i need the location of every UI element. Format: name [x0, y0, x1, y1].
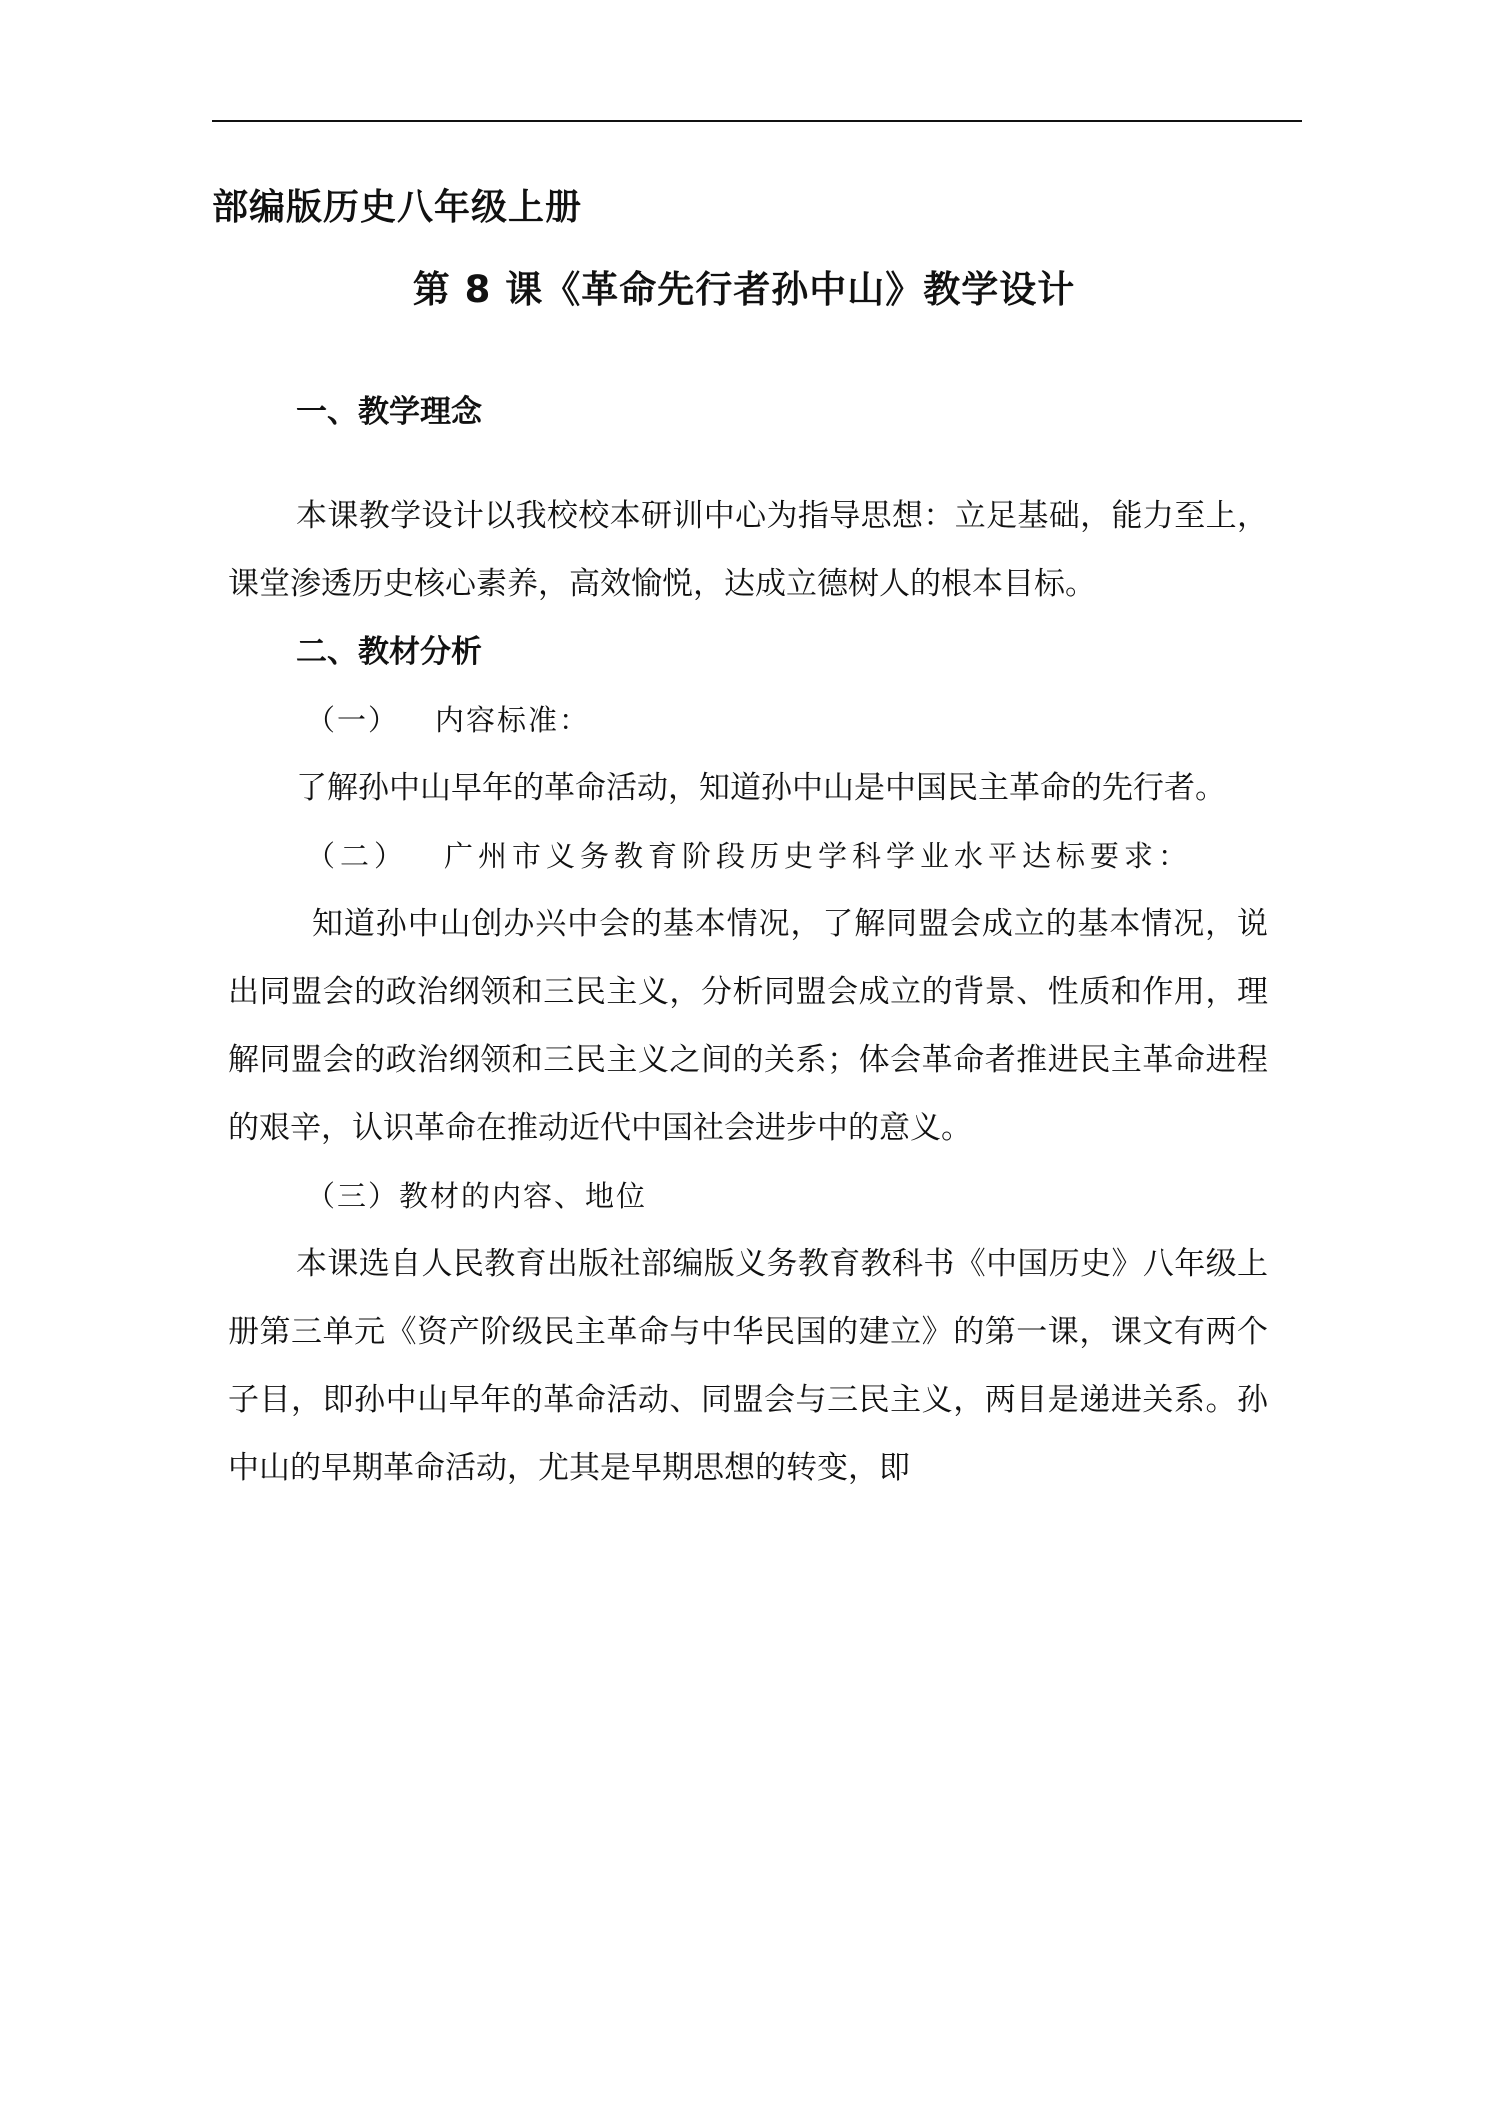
section-heading-teaching-philosophy: 一、教学理念 [296, 394, 482, 430]
document-series: 部编版历史八年级上册 [212, 187, 583, 228]
subsection-content-standard [228, 686, 1268, 754]
paragraph-content-position: 本课选自人民教育出版社部编版义务教育教科书《中国历史》八年级上册第三单元《资产阶级民主革命与中华民国的建立》的第一课，课文有两个子目，即孙中山早年的革命活动、同盟会与三民主义，两目是递进关系。孙中山的早期革命活动，尤其是早期思想的转变，即 [228, 1246, 1268, 1486]
section-spacer [228, 446, 1268, 482]
document-body [228, 378, 1268, 1502]
paragraph-content-standard: 了解孙中山早年的革命活动，知道孙中山是中国民主革命的先行者。 [296, 770, 1226, 806]
paragraph-teaching-philosophy: 本课教学设计以我校校本研训中心为指导思想：立足基础，能力至上，课堂渗透历史核心素养，高效愉悦，达成立德树人的根本目标。 [228, 498, 1268, 602]
subsection-number: （一） [306, 703, 400, 737]
subsection-title: 内容标准： [435, 703, 591, 737]
subsection-title: 广州市义务教育阶段历史学科学业水平达标要求： [444, 839, 1193, 873]
section-heading-textbook-analysis: 二、教材分析 [296, 634, 482, 670]
subsection-number: （二） [306, 839, 409, 873]
subsection-content-position: （三）教材的内容、地位 [306, 1179, 648, 1213]
subsection-guangzhou-standard [228, 822, 1268, 890]
header-rule [212, 120, 1302, 122]
document-title: 第 8 课《革命先行者孙中山》教学设计 [412, 268, 1076, 311]
paragraph-guangzhou-standard: 知道孙中山创办兴中会的基本情况，了解同盟会成立的基本情况，说出同盟会的政治纲领和三民主义，分析同盟会成立的背景、性质和作用，理解同盟会的政治纲领和三民主义之间的关系；体会革命者推进民主革命进程的艰辛，认识革命在推动近代中国社会进步中的意义。 [228, 906, 1268, 1146]
